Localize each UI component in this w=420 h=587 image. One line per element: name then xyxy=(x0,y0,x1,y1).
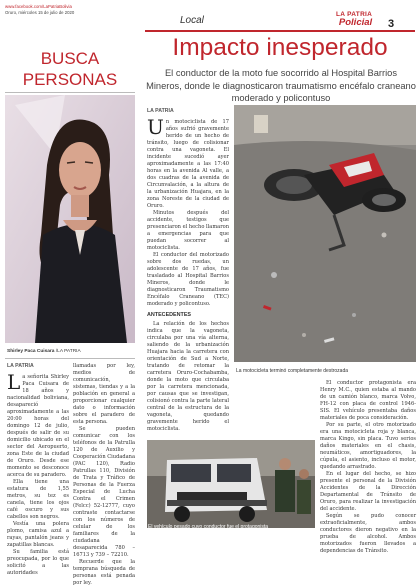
logo-section: Policial xyxy=(338,17,373,28)
article-paragraph: Según se pudo conocer extraoficialmente, ambos conductores dieron negativo en la prueba de alcohol. Ambos motorizados fueron llevados a dependencias de Tránsito. xyxy=(320,513,416,554)
truck-photo xyxy=(147,440,315,528)
masthead xyxy=(0,0,420,29)
portrait-image xyxy=(5,95,135,343)
article-dropcap: U xyxy=(147,115,164,139)
sidebar-paragraph: llamadas por ley, medios de comunicación, sistemas, tiendas y a la población en general a proporcionar cualquier dato o información sobre el paradero de esta persona. xyxy=(73,363,135,425)
article-paragraph: Por su parte, el otro motorizado era una motocicleta roja y blanca, marca Kingo, sin placa. Tuvo serios daños materiales en el chasis, neumáticos, amortiguadores, la cúpula, el asiento, incluso el motor, quedando arrastrado. xyxy=(320,422,416,470)
sidebar-title-line2: PERSONAS xyxy=(22,70,118,89)
sidebar-paragraph: Vestía una polera plomo, camisa azul a rayas, pantalón jeans y zapatillas blancas. xyxy=(7,521,69,548)
page-number: 3 xyxy=(388,18,395,30)
sidebar-paragraph: Su familia está preocupada, por lo que solicitó a las autoridades xyxy=(7,549,69,576)
newspaper-logo xyxy=(336,11,372,28)
truck-caption: El vehículo pesado cuyo conductor fue el protagonista xyxy=(148,524,269,530)
logo-name: LA PATRIA xyxy=(336,11,373,18)
article-deck: El conductor de la moto fue socorrido al Hospital Barrios Mineros, donde le diagnosticaron traumatismo encéfalo craneano moderado y policontuso xyxy=(146,68,416,103)
motorcycle-caption: La motocicleta terminó completamente destrozada xyxy=(236,368,349,374)
header-rule xyxy=(145,30,415,32)
dateline: Oruro, miércoles 15 de julio de 2020 xyxy=(5,10,75,15)
sidebar-paragraph: Recuerde que la temprana búsqueda de personas está penada por ley. xyxy=(73,559,135,586)
sidebar-divider xyxy=(5,92,135,93)
sidebar-column-1 xyxy=(7,363,69,577)
sidebar-title-line1: BUSCA xyxy=(40,49,100,68)
sidebar-kicker: LA PATRIA xyxy=(7,363,34,369)
article-column-1 xyxy=(147,108,229,433)
article-headline: Impacto inesperado xyxy=(172,34,388,61)
portrait-caption-name: Shirley Paca Cuisara xyxy=(7,349,55,354)
article-column-3 xyxy=(320,380,416,555)
sidebar-title xyxy=(5,48,135,90)
sidebar-paragraph: La señorita Shirley Paca Cuisara de 18 años y nacionalidad boliviana, desapareció aproximadamente a las 20:00 horas del domingo 12 de julio, después de salir de su domicilio ubicado en el sector del Aeropuerto, zona Este de la ciudad de Oruro. Desde ese momento se desconoce acerca de su paradero. xyxy=(7,370,69,478)
article-kicker: LA PATRIA xyxy=(147,108,174,114)
caption-divider xyxy=(5,358,135,359)
portrait-caption-credit: /LA PATRIA xyxy=(55,349,81,354)
sidebar-paragraph: Ella tiene una estatura de 1,55 metros, su tez es canela, tiene los ojos café oscuro y sus cabellos son negros. xyxy=(7,479,69,520)
wreck-image xyxy=(234,105,416,362)
sidebar-column-2 xyxy=(73,363,135,587)
sidebar-dropcap: L xyxy=(7,370,21,394)
missing-person-photo xyxy=(5,95,135,343)
article-paragraph: Un motociclista de 17 años sufrió gravemente herido de un hecho de tránsito, luego de colisionar contra una vagoneta. El incidente sucedió ayer aproximadamente a las 17:40 horas en la avenida Al valle, a dos cuadras de la avenida de Circunvalación, a la altura de la urbanización Huajara, en la zona Noreste de la ciudad de Oruro. xyxy=(147,115,229,209)
article-paragraph: El conductor del motorizado sobre dos ruedas, un adolescente de 17 años, fue trasladado al Hospital Barrios Mineros, donde le diagnosticaron Traumatismo Encéfalo Craneano (TEC) moderado y policontuso. xyxy=(147,252,229,307)
sidebar-paragraph: Se pueden comunicar con los teléfonos de la Patrulla 120 de Auxilio y Cooperación Ciudadana (PAC 120), Radio Patrullas 110, División de Trata y Tráfico de Personas de la Fuerza Especial de Lucha Contra el Crimen (Felcc) 52-12777, cuyo contraste contactarse con los números de celular de los familiares de la ciudadana desaparecida 780 – 16713 y 739 – 72210. xyxy=(73,426,135,558)
portrait-caption xyxy=(7,349,81,354)
truck-image xyxy=(147,440,315,528)
article-paragraph: En el lugar del hecho, se hizo presente el personal de la División Accidentes de la Dirección Departamental de Tránsito de Oruro, para realizar la investigación del accidente. xyxy=(320,471,416,512)
section-name: Local xyxy=(180,15,204,26)
article-paragraph: Minutos después del accidente, testigos que presenciaron el hecho llamaron a emergencias para que puedan socorrer al motociclista. xyxy=(147,210,229,251)
facebook-link[interactable]: www.facebook.com/LaPatriaBolivia xyxy=(5,4,72,9)
article-subhead: ANTECEDENTES xyxy=(147,312,192,318)
masthead-info xyxy=(5,4,74,16)
motorcycle-photo xyxy=(234,105,416,362)
article-paragraph: El conductor protagonista era Henry M.C., quien estaba al mando de un camión blanco, marca Volvo, FH-12 con placa de control 1946-SIS. El vehículo presentaba daños materiales de poca consideración. xyxy=(320,380,416,421)
article-paragraph: La relación de los hechos indica que la vagoneta, circulaba por una vía alterna, saliendo de la urbanización Huajara hacia la carretera con orientación de Sud a Norte, tratando de retomar la carretera Oruro-Cochabamba, donde la moto que circulaba por la carretera mencionada, por causas que se investigan, colisionó contra la parte lateral central de la estructura de la vagoneta, quedando gravemente herido el motociclista. xyxy=(147,321,229,432)
